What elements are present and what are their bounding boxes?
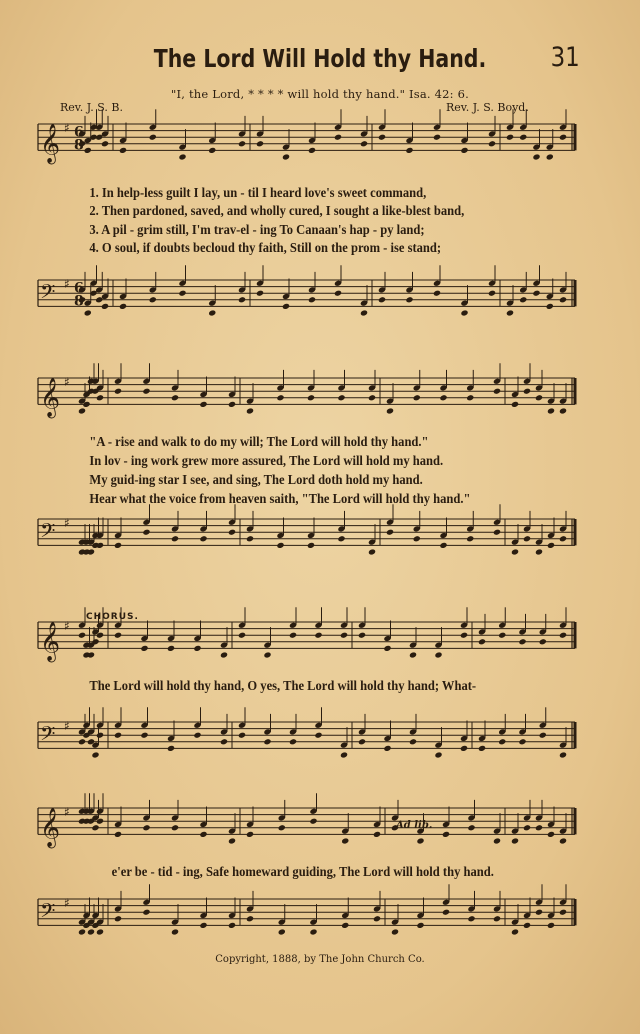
note-head [276, 542, 284, 549]
sharp-icon: ♯ [64, 618, 70, 633]
note-head [383, 645, 391, 652]
note-head [228, 401, 236, 408]
note-head [523, 922, 531, 929]
note-head [488, 290, 496, 297]
note-head [114, 915, 122, 922]
hymn-title: The Lord Will Hold thy Hand. [153, 44, 487, 73]
note-head [519, 134, 527, 141]
time-signature-digit: 6 [74, 124, 84, 141]
note-head [114, 831, 122, 838]
page-number: 31 [550, 42, 580, 73]
note-head [142, 909, 150, 916]
note-head [101, 303, 109, 310]
note-head [308, 147, 316, 154]
note-head [413, 394, 421, 401]
verse-4-line-b: Hear what the voice from heaven saith, "The Lord will hold thy hand." [89, 491, 471, 506]
note-head [511, 548, 519, 555]
note-head [78, 632, 86, 639]
note-head [498, 738, 506, 745]
note-head [114, 732, 122, 739]
note-head [547, 542, 555, 549]
note-head [460, 632, 468, 639]
note-head [488, 140, 496, 147]
note-head [413, 535, 421, 542]
note-head [309, 928, 317, 935]
note-head [433, 290, 441, 297]
note-head [314, 632, 322, 639]
note-head [416, 837, 424, 844]
note-head [511, 401, 519, 408]
note-head [460, 309, 468, 316]
note-head [559, 407, 567, 414]
note-head [378, 296, 386, 303]
note-head [416, 922, 424, 929]
note-head [535, 824, 543, 831]
note-head [119, 303, 127, 310]
note-head [493, 837, 501, 844]
note-head [535, 909, 543, 916]
time-signature-digit: 6 [74, 280, 84, 297]
note-head [493, 915, 501, 922]
note-head [87, 928, 95, 935]
note-head [373, 831, 381, 838]
note-head [96, 394, 104, 401]
note-head [523, 824, 531, 831]
note-head [539, 638, 547, 645]
note-head [547, 831, 555, 838]
note-head [442, 909, 450, 916]
note-head [199, 401, 207, 408]
note-head [167, 745, 175, 752]
note-head [498, 632, 506, 639]
note-head [84, 309, 92, 316]
time-signature-digit: 8 [74, 293, 84, 310]
music-composer-credit: Rev. J. S. Boyd. [446, 101, 529, 114]
note-head [559, 632, 567, 639]
note-head [340, 632, 348, 639]
note-head [506, 134, 514, 141]
note-head [246, 535, 254, 542]
note-head [193, 645, 201, 652]
sharp-icon: ♯ [64, 276, 70, 291]
sharp-icon: ♯ [64, 515, 70, 530]
note-head [523, 388, 531, 395]
note-head [220, 651, 228, 658]
note-head [378, 134, 386, 141]
note-head [256, 140, 264, 147]
note-head [337, 535, 345, 542]
note-head [78, 407, 86, 414]
note-head [114, 542, 122, 549]
note-head [171, 394, 179, 401]
note-head [358, 632, 366, 639]
note-head [519, 296, 527, 303]
note-head [434, 751, 442, 758]
note-head [535, 548, 543, 555]
note-head [373, 915, 381, 922]
note-head [559, 751, 567, 758]
time-signature-digit: 8 [74, 137, 84, 154]
treble-clef-icon: 𝄞 [40, 123, 61, 164]
note-head [405, 296, 413, 303]
scripture-epigraph: "I, the Lord, * * * * will hold thy hand." Isa. 42: 6. [171, 87, 469, 101]
note-head [238, 732, 246, 739]
note-head [84, 147, 92, 154]
note-head [546, 153, 554, 160]
chorus-line-2: e'er be - tid - ing, Safe homeward guiding, The Lord will hold thy hand. [111, 864, 494, 879]
note-head [466, 394, 474, 401]
note-head [114, 388, 122, 395]
sharp-icon: ♯ [64, 374, 70, 389]
note-head [140, 645, 148, 652]
note-head [383, 745, 391, 752]
note-head [246, 915, 254, 922]
treble-clef-icon: 𝄞 [40, 621, 61, 662]
verse-1-line-b: "A - rise and walk to do my will; The Lord will hold thy hand." [89, 434, 429, 449]
verse-2-line-b: In lov - ing work grew more assured, The Lord will hold my hand. [89, 453, 444, 468]
note-head [220, 738, 228, 745]
ad-lib-marking: Ad lib. [396, 820, 433, 831]
note-head [278, 824, 286, 831]
note-head [409, 651, 417, 658]
note-head [434, 651, 442, 658]
note-head [547, 407, 555, 414]
note-head [114, 632, 122, 639]
note-head [246, 407, 254, 414]
note-head [78, 928, 86, 935]
note-head [511, 928, 519, 935]
note-head [340, 751, 348, 758]
note-head [467, 824, 475, 831]
verse-3-line-b: My guid-ing star I see, and sing, The Lord doth hold my hand. [89, 472, 423, 487]
note-head [96, 928, 104, 935]
note-head [178, 153, 186, 160]
note-head [208, 147, 216, 154]
note-head [539, 732, 547, 739]
note-head [368, 394, 376, 401]
note-head [282, 303, 290, 310]
note-head [442, 831, 450, 838]
note-head [149, 296, 157, 303]
note-head [140, 732, 148, 739]
note-head [199, 831, 207, 838]
note-head [193, 732, 201, 739]
note-head [386, 529, 394, 536]
note-head [278, 928, 286, 935]
note-head [511, 837, 519, 844]
note-head [263, 651, 271, 658]
note-head [337, 394, 345, 401]
note-head [246, 831, 254, 838]
note-head [360, 140, 368, 147]
note-head [142, 824, 150, 831]
note-head [409, 738, 417, 745]
note-head [282, 153, 290, 160]
note-head [334, 134, 342, 141]
verse-2-line-a: 2. Then pardoned, saved, and wholly cured, I sought a like-blest band, [89, 203, 465, 218]
note-head [78, 738, 86, 745]
verse-1-line-a: 1. In help-less guilt I lay, un - til I heard love's sweet command, [89, 185, 427, 200]
note-head [178, 290, 186, 297]
note-head [91, 824, 99, 831]
note-head [506, 309, 514, 316]
sharp-icon: ♯ [64, 895, 70, 910]
note-head [256, 290, 264, 297]
note-head [518, 638, 526, 645]
note-head [142, 529, 150, 536]
note-head [263, 738, 271, 745]
note-head [96, 732, 104, 739]
treble-clef-icon: 𝄞 [40, 377, 61, 418]
note-head [167, 645, 175, 652]
note-head [228, 837, 236, 844]
note-head [314, 732, 322, 739]
note-head [149, 134, 157, 141]
note-head [308, 296, 316, 303]
sharp-icon: ♯ [64, 120, 70, 135]
note-head [559, 134, 567, 141]
chorus-line-1: The Lord will hold thy hand, O yes, The Lord will hold thy hand; What- [89, 678, 477, 693]
note-head [341, 837, 349, 844]
treble-clef-icon: 𝄞 [40, 807, 61, 848]
note-head [199, 922, 207, 929]
note-head [559, 909, 567, 916]
note-head [360, 309, 368, 316]
note-head [228, 529, 236, 536]
bass-clef-icon: 𝄢 [40, 898, 56, 927]
note-head [439, 394, 447, 401]
note-head [238, 632, 246, 639]
note-head [467, 915, 475, 922]
note-head [478, 745, 486, 752]
note-head [478, 638, 486, 645]
note-head [238, 140, 246, 147]
note-head [439, 542, 447, 549]
note-head [535, 394, 543, 401]
note-head [119, 147, 127, 154]
note-head [171, 824, 179, 831]
note-head [208, 309, 216, 316]
note-head [171, 535, 179, 542]
sharp-icon: ♯ [64, 804, 70, 819]
words-author-credit: Rev. J. S. B. [60, 101, 123, 114]
note-head [307, 394, 315, 401]
note-head [307, 542, 315, 549]
note-head [559, 296, 567, 303]
note-head [559, 837, 567, 844]
note-head [309, 818, 317, 825]
note-head [228, 922, 236, 929]
sharp-icon: ♯ [64, 718, 70, 733]
note-head [91, 751, 99, 758]
bass-clef-icon: 𝄢 [40, 279, 56, 308]
note-head [460, 745, 468, 752]
note-head [386, 407, 394, 414]
note-head [358, 738, 366, 745]
note-head [391, 928, 399, 935]
verse-3-line-a: 3. A pil - grim still, I'm trav-el - ing To Canaan's hap - py land; [89, 222, 425, 237]
note-head [171, 928, 179, 935]
verse-4-line-a: 4. O soul, if doubts becloud thy faith, Still on the prom - ise stand; [89, 240, 442, 255]
note-head [368, 548, 376, 555]
note-head [466, 535, 474, 542]
note-head [405, 147, 413, 154]
note-head [532, 290, 540, 297]
note-head [547, 922, 555, 929]
note-head [518, 738, 526, 745]
bass-clef-icon: 𝄢 [40, 721, 56, 750]
note-head [493, 388, 501, 395]
note-head [289, 632, 297, 639]
note-head [289, 738, 297, 745]
note-head [460, 147, 468, 154]
note-head [142, 388, 150, 395]
note-head [199, 535, 207, 542]
note-head [276, 394, 284, 401]
note-head [101, 140, 109, 147]
note-head [523, 535, 531, 542]
note-head [532, 153, 540, 160]
clefs [40, 121, 84, 927]
note-head [238, 296, 246, 303]
note-head [341, 922, 349, 929]
note-head [493, 529, 501, 536]
copyright-notice: Copyright, 1888, by The John Church Co. [215, 954, 425, 965]
note-head [559, 535, 567, 542]
note-head [433, 134, 441, 141]
note-head [334, 290, 342, 297]
bass-clef-icon: 𝄢 [40, 518, 56, 547]
chorus-label: CHORUS. [86, 612, 139, 622]
note-head [546, 303, 554, 310]
